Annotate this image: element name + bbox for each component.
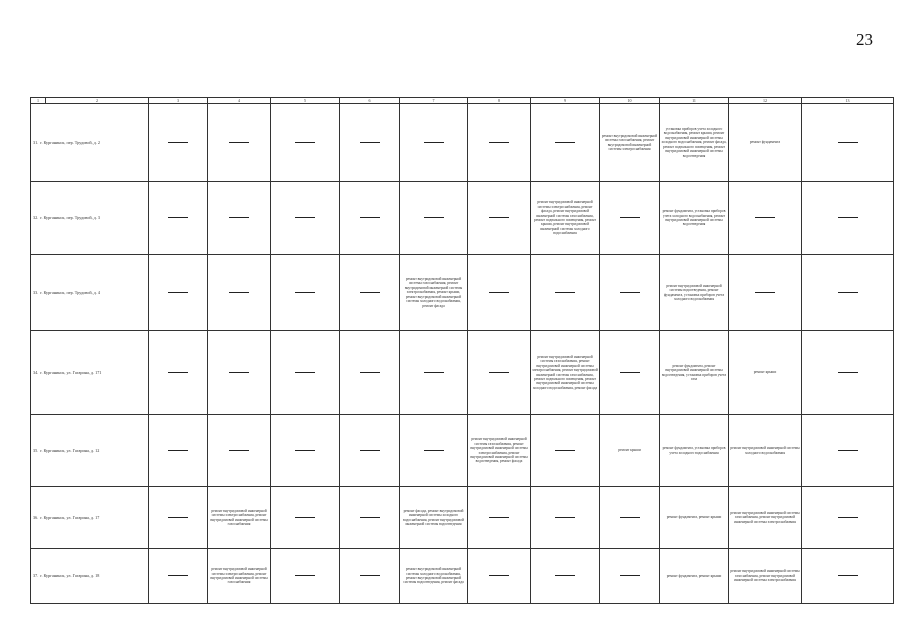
empty-cell: [531, 415, 600, 487]
row-number: 35.: [33, 447, 39, 453]
empty-cell: [531, 255, 600, 331]
work-description: ремонт крыши: [618, 448, 641, 453]
address-text: г. Курганинск, ул. Гагарина, д. 18: [40, 573, 100, 579]
dash-mark: [620, 217, 640, 218]
work-description: ремонт фундамента, ремонт крыши: [666, 573, 722, 578]
empty-cell: [600, 549, 660, 604]
dash-mark: [838, 292, 858, 293]
empty-cell: [468, 487, 531, 549]
empty-cell: [600, 182, 660, 255]
work-cell: [729, 331, 802, 415]
empty-cell: [468, 182, 531, 255]
page-number: 23: [856, 30, 873, 49]
empty-cell: [600, 331, 660, 415]
empty-cell: [208, 255, 271, 331]
empty-cell: [802, 331, 894, 415]
column-number: 8: [468, 98, 531, 104]
column-number: 10: [600, 98, 660, 104]
empty-cell: [271, 182, 340, 255]
work-cell: [660, 331, 729, 415]
work-description: ремонт крыши: [753, 370, 777, 375]
dash-mark: [360, 372, 380, 373]
empty-cell: [600, 255, 660, 331]
work-cell: [600, 415, 660, 487]
work-description: ремонт внутридомовой инженерной системы электроснабжения, ремонт внутридомовой инженерной системы газоснабжения: [210, 567, 268, 585]
empty-cell: [468, 255, 531, 331]
address-cell: [31, 182, 149, 255]
dash-mark: [620, 292, 640, 293]
empty-cell: [149, 331, 208, 415]
work-cell: [600, 104, 660, 182]
dash-mark: [838, 142, 858, 143]
empty-cell: [208, 182, 271, 255]
address-cell: [31, 549, 149, 604]
address-cell: [31, 255, 149, 331]
empty-cell: [208, 104, 271, 182]
address-text: г. Курганинск, пер. Трудовой, д. 2: [40, 139, 100, 145]
column-number: 5: [271, 98, 340, 104]
dash-mark: [838, 217, 858, 218]
empty-cell: [340, 415, 400, 487]
dash-mark: [295, 292, 315, 293]
work-cell: [660, 487, 729, 549]
address-cell: [31, 415, 149, 487]
dash-mark: [360, 450, 380, 451]
work-description: ремонт внутридомовой инженерной системы электроснабжения, ремонт фасада, ремонт внутридомовой инженерной системы газоснабжения, ремонт подвального помещения, ремонт крыши, ремонт внутридомовой инженерной системы холодного водоснабжения: [534, 200, 596, 236]
empty-cell: [468, 104, 531, 182]
dash-mark: [295, 575, 315, 576]
dash-mark: [489, 292, 509, 293]
work-description: ремонт внутридомовой инженерной системы газоснабжения, ремонт внутридомовой инженерной системы электроснабжения, ремонт внутридомовой инженерной системы газоснабжения, ремонт подвального помещения, ремонт внутридомовой инженерной системы холодного водоснабжения, ремонт фасада: [532, 354, 598, 390]
empty-cell: [802, 487, 894, 549]
address-cell: [31, 331, 149, 415]
empty-cell: [271, 104, 340, 182]
dash-mark: [229, 450, 249, 451]
dash-mark: [424, 450, 444, 451]
empty-cell: [271, 255, 340, 331]
column-number: 11: [660, 98, 729, 104]
empty-cell: [149, 487, 208, 549]
dash-mark: [424, 142, 444, 143]
empty-cell: [340, 182, 400, 255]
work-cell: [208, 549, 271, 604]
dash-mark: [168, 292, 188, 293]
dash-mark: [168, 142, 188, 143]
empty-cell: [802, 549, 894, 604]
table-row: [31, 415, 894, 487]
dash-mark: [360, 517, 380, 518]
work-description: ремонт фундамента: [749, 140, 781, 145]
dash-mark: [424, 217, 444, 218]
empty-cell: [149, 255, 208, 331]
dash-mark: [168, 450, 188, 451]
empty-cell: [340, 255, 400, 331]
row-number: 33.: [33, 289, 39, 295]
dash-mark: [424, 372, 444, 373]
column-number: 2: [46, 98, 149, 104]
empty-cell: [802, 182, 894, 255]
work-cell: [660, 182, 729, 255]
work-cell: [660, 415, 729, 487]
row-number: 36.: [33, 514, 39, 520]
empty-cell: [400, 182, 468, 255]
work-description: ремонт внутридомовой инженерной системы газоснабжения, ремонт внутридомовой инженерной системы электроснабжения, ремонт внутридомовой инженерной системы водоотведения, ремонт фасада: [470, 437, 528, 464]
work-cell: [660, 104, 729, 182]
dash-mark: [360, 292, 380, 293]
empty-cell: [271, 549, 340, 604]
address-cell: [31, 104, 149, 182]
empty-cell: [802, 415, 894, 487]
empty-cell: [271, 487, 340, 549]
table-row: [31, 549, 894, 604]
work-description: ремонт фундамента, ремонт внутридомовой инженерной системы водоотведения, установка приборов учета газа: [661, 363, 727, 381]
dash-mark: [555, 575, 575, 576]
table-row: [31, 182, 894, 255]
empty-cell: [400, 104, 468, 182]
dash-mark: [360, 217, 380, 218]
empty-cell: [208, 415, 271, 487]
dash-mark: [755, 217, 775, 218]
dash-mark: [229, 142, 249, 143]
capital-repair-table: [30, 97, 894, 604]
work-description: ремонт внутридомовой инженерной системы газоснабжения, ремонт внутридомовой инженерной системы электроснабжения: [730, 569, 800, 583]
empty-cell: [468, 331, 531, 415]
empty-cell: [400, 415, 468, 487]
work-cell: [208, 487, 271, 549]
address-cell: [31, 487, 149, 549]
work-description: ремонт фундамента, установка приборов учета холодного водоснабжения, ремонт внутридомовой инженерной системы водоотведения: [662, 209, 726, 227]
empty-cell: [208, 331, 271, 415]
dash-mark: [489, 372, 509, 373]
dash-mark: [620, 372, 640, 373]
dash-mark: [229, 292, 249, 293]
work-cell: [660, 255, 729, 331]
work-cell: [729, 104, 802, 182]
column-number: 12: [729, 98, 802, 104]
address-text: г. Курганинск, ул. Гагарина, д. 12: [40, 447, 100, 453]
empty-cell: [340, 487, 400, 549]
dash-mark: [295, 142, 315, 143]
row-number: 31.: [33, 139, 39, 145]
dash-mark: [295, 372, 315, 373]
dash-mark: [168, 217, 188, 218]
work-cell: [400, 487, 468, 549]
dash-mark: [838, 517, 858, 518]
column-number: 1: [31, 98, 46, 104]
table-row: [31, 331, 894, 415]
empty-cell: [531, 104, 600, 182]
address-text: г. Курганинск, ул. Гагарина, д. 17: [40, 514, 100, 520]
row-number: 32.: [33, 215, 39, 221]
dash-mark: [489, 575, 509, 576]
dash-mark: [555, 450, 575, 451]
dash-mark: [555, 292, 575, 293]
column-number: 4: [208, 98, 271, 104]
work-description: ремонт внутридомовой инженерной системы электроснабжения, ремонт внутридомовой инженерной системы газоснабжения: [210, 508, 268, 526]
dash-mark: [489, 517, 509, 518]
empty-cell: [340, 331, 400, 415]
empty-cell: [400, 331, 468, 415]
empty-cell: [149, 549, 208, 604]
dash-mark: [755, 292, 775, 293]
column-number: 7: [400, 98, 468, 104]
dash-mark: [229, 372, 249, 373]
empty-cell: [729, 182, 802, 255]
work-cell: [729, 549, 802, 604]
work-cell: [531, 331, 600, 415]
work-description: ремонт внутридомовой инженерной системы холодного водоснабжения, ремонт внутридомовой инженерной системы водоотведения, ремонт фасада: [403, 567, 464, 585]
work-description: ремонт фундамента, ремонт крыши: [666, 515, 722, 520]
empty-cell: [802, 104, 894, 182]
dash-mark: [838, 372, 858, 373]
dash-mark: [838, 575, 858, 576]
work-description: ремонт внутридомовой инженерной системы водоотведения, ремонт фундамента, установка приборов учета холодного водоснабжения: [663, 283, 725, 301]
work-description: ремонт фасада, ремонт внутридомовой инженерной системы холодного водоснабжения, ремонт внутридомовой инженерной системы водоотведения: [403, 508, 464, 526]
column-number: 9: [531, 98, 600, 104]
row-number: 37.: [33, 573, 39, 579]
empty-cell: [531, 487, 600, 549]
work-cell: [400, 549, 468, 604]
dash-mark: [489, 217, 509, 218]
work-description: ремонт внутридомовой инженерной системы холодного водоснабжения: [730, 446, 800, 455]
dash-mark: [295, 517, 315, 518]
work-description: ремонт фундамента, установка приборов учета холодного водоснабжения: [662, 446, 726, 455]
work-description: ремонт внутридомовой инженерной системы газоснабжения, ремонт внутридомовой инженерной системы электроснабжения, ремонт крыши, ремонт внутридомовой инженерной системы холодного водоснабжения, ремонт фасада: [404, 276, 463, 308]
dash-mark: [168, 517, 188, 518]
work-cell: [729, 487, 802, 549]
dash-mark: [360, 575, 380, 576]
table-row: [31, 487, 894, 549]
address-text: г. Курганинск, ул. Гагарина, д. 171: [40, 369, 102, 375]
address-text: г. Курганинск, пер. Трудовой, д. 3: [40, 215, 100, 221]
empty-cell: [149, 415, 208, 487]
work-cell: [468, 415, 531, 487]
empty-cell: [802, 255, 894, 331]
column-number: 6: [340, 98, 400, 104]
empty-cell: [340, 104, 400, 182]
empty-cell: [149, 104, 208, 182]
work-description: установка приборов учета холодного водоснабжения, ремонт крыши, ремонт внутридомовой инженерной системы холодного водоснабжения, ремонт фасада, ремонт подвального помещения, ремонт внутридомовой инженерной системы водоотведения: [661, 126, 727, 158]
work-cell: [729, 415, 802, 487]
dash-mark: [555, 142, 575, 143]
dash-mark: [620, 575, 640, 576]
table-row: [31, 104, 894, 182]
work-cell: [660, 549, 729, 604]
dash-mark: [489, 142, 509, 143]
dash-mark: [229, 217, 249, 218]
dash-mark: [295, 450, 315, 451]
empty-cell: [271, 415, 340, 487]
column-number: 13: [802, 98, 894, 104]
empty-cell: [340, 549, 400, 604]
column-number: 3: [149, 98, 208, 104]
empty-cell: [149, 182, 208, 255]
dash-mark: [620, 517, 640, 518]
row-number: 34.: [33, 369, 39, 375]
work-cell: [531, 182, 600, 255]
work-description: ремонт внутридомовой инженерной системы газоснабжения, ремонт внутридомовой инженерной системы электроснабжения: [601, 133, 658, 151]
empty-cell: [468, 549, 531, 604]
dash-mark: [360, 142, 380, 143]
dash-mark: [295, 217, 315, 218]
dash-mark: [838, 450, 858, 451]
work-description: ремонт внутридомовой инженерной системы газоснабжения, ремонт внутридомовой инженерной системы электроснабжения: [730, 510, 800, 524]
dash-mark: [168, 575, 188, 576]
work-cell: [400, 255, 468, 331]
empty-cell: [729, 255, 802, 331]
table-row: [31, 255, 894, 331]
empty-cell: [531, 549, 600, 604]
empty-cell: [271, 331, 340, 415]
empty-cell: [600, 487, 660, 549]
dash-mark: [555, 517, 575, 518]
dash-mark: [168, 372, 188, 373]
address-text: г. Курганинск, пер. Трудовой, д. 4: [40, 289, 100, 295]
